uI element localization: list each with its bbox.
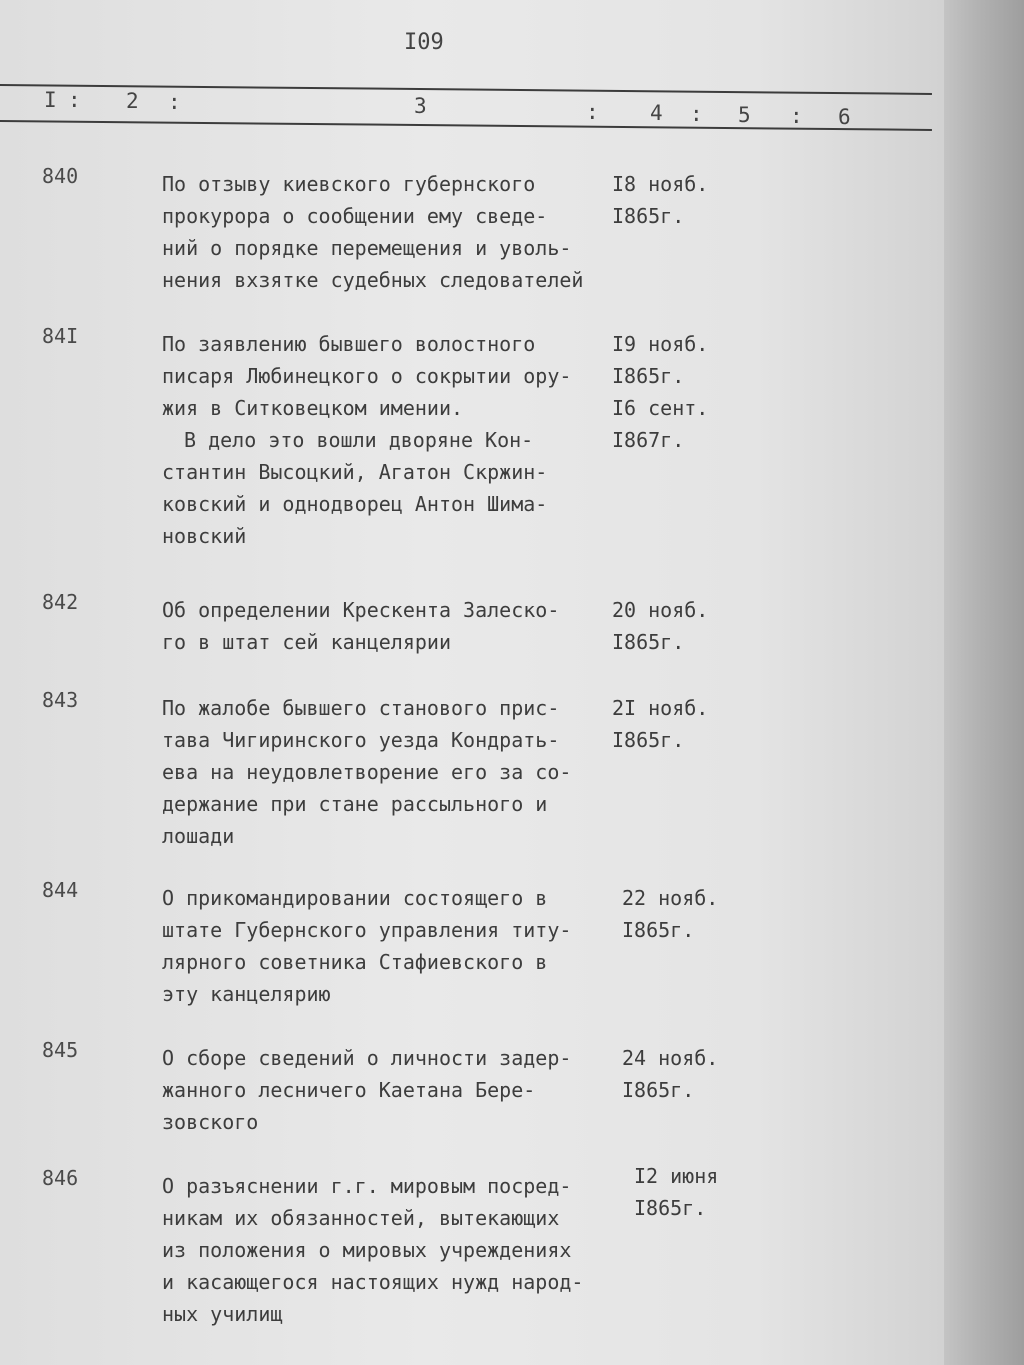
date-line: I865г. bbox=[612, 630, 685, 654]
description-line: ний о порядке перемещения и уволь- bbox=[162, 236, 572, 260]
description-line: из положения о мировых учреждениях bbox=[162, 1238, 572, 1262]
description-line: ных училищ bbox=[162, 1302, 283, 1326]
description-line: лярного советника Стафиевского в bbox=[162, 950, 548, 974]
entry-dates bbox=[622, 1042, 718, 1106]
description-line: прокурора о сообщении ему сведе- bbox=[162, 204, 548, 228]
description-line: О прикомандировании состоящего в bbox=[162, 886, 548, 910]
date-line: I867г. bbox=[612, 428, 685, 452]
description-line: ковский и однодворец Антон Шима- bbox=[162, 492, 548, 516]
column-header-4: 4 bbox=[650, 101, 663, 125]
entry-number: 84I bbox=[42, 324, 79, 348]
entry-description bbox=[162, 1042, 622, 1138]
description-line: и касающегося настоящих нужд народ- bbox=[162, 1270, 584, 1294]
entry-number: 842 bbox=[42, 590, 79, 614]
description-line: новский bbox=[162, 524, 247, 548]
entry-description bbox=[162, 692, 622, 852]
description-line: эту канцелярию bbox=[162, 982, 331, 1006]
date-line: I865г. bbox=[612, 728, 685, 752]
description-line: По заявлению бывшего волостного bbox=[162, 332, 536, 356]
description-line: тава Чигиринского уезда Кондрать- bbox=[162, 728, 560, 752]
date-line: I865г. bbox=[612, 364, 685, 388]
date-line: 2I нояб. bbox=[612, 696, 709, 720]
description-line: Об определении Крескента Залеско- bbox=[162, 598, 560, 622]
date-line: I9 нояб. bbox=[612, 332, 709, 356]
entry-number: 843 bbox=[42, 688, 79, 712]
entry-number: 845 bbox=[42, 1038, 79, 1062]
date-line: I865г. bbox=[634, 1196, 707, 1220]
description-line: никам их обязанностей, вытекающих bbox=[162, 1206, 560, 1230]
column-header-3: 3 bbox=[414, 94, 427, 118]
description-line: стантин Высоцкий, Агатон Скржин- bbox=[162, 460, 548, 484]
description-line: жанного лесничего Каетана Бере- bbox=[162, 1078, 536, 1102]
description-line: О разъяснении г.г. мировым посред- bbox=[162, 1174, 572, 1198]
column-separator: : bbox=[68, 88, 81, 112]
entry-description bbox=[162, 594, 622, 658]
entry-description bbox=[162, 1170, 622, 1330]
column-separator: : bbox=[168, 90, 181, 114]
column-separator: : bbox=[586, 100, 599, 124]
column-separator: : bbox=[790, 104, 803, 128]
entry-dates bbox=[612, 594, 708, 658]
description-line: штате Губернского управления титу- bbox=[162, 918, 572, 942]
description-line: ева на неудовлетворение его за со- bbox=[162, 760, 572, 784]
entry-description bbox=[162, 168, 622, 296]
column-header-2: 2 bbox=[126, 89, 139, 113]
entry-number: 846 bbox=[42, 1166, 79, 1190]
column-header-6: 6 bbox=[838, 105, 851, 129]
entry-description bbox=[162, 328, 622, 552]
entry-dates bbox=[612, 168, 708, 232]
date-line: 20 нояб. bbox=[612, 598, 709, 622]
entry-dates bbox=[612, 692, 708, 756]
date-line: I865г. bbox=[622, 918, 695, 942]
description-line: лошади bbox=[162, 824, 235, 848]
entry-number: 844 bbox=[42, 878, 79, 902]
entry-dates bbox=[634, 1160, 718, 1224]
description-line: писаря Любинецкого о сокрытии ору- bbox=[162, 364, 572, 388]
header-rule-top bbox=[0, 84, 932, 95]
entry-dates bbox=[622, 882, 718, 946]
description-line: О сборе сведений о личности задер- bbox=[162, 1046, 572, 1070]
description-line: По жалобе бывшего станового прис- bbox=[162, 696, 560, 720]
date-line: I865г. bbox=[612, 204, 685, 228]
date-line: I6 сент. bbox=[612, 396, 709, 420]
description-line: держание при стане рассыльного и bbox=[162, 792, 548, 816]
page-edge-shadow bbox=[944, 0, 1024, 1365]
page-number: I09 bbox=[404, 30, 444, 55]
entry-dates bbox=[612, 328, 708, 456]
date-line: I2 июня bbox=[634, 1164, 719, 1188]
description-line: В дело это вошли дворяне Кон- bbox=[184, 428, 534, 452]
description-line: По отзыву киевского губернского bbox=[162, 172, 536, 196]
description-line: нения вхзятке судебных следователей bbox=[162, 268, 584, 292]
description-line: жия в Ситковецком имении. bbox=[162, 396, 464, 420]
date-line: I865г. bbox=[622, 1078, 695, 1102]
date-line: 22 нояб. bbox=[622, 886, 719, 910]
column-header-1: I bbox=[44, 88, 57, 112]
date-line: 24 нояб. bbox=[622, 1046, 719, 1070]
column-separator: : bbox=[690, 102, 703, 126]
column-header-5: 5 bbox=[738, 103, 751, 127]
description-line: го в штат сей канцелярии bbox=[162, 630, 451, 654]
date-line: I8 нояб. bbox=[612, 172, 709, 196]
entry-number: 840 bbox=[42, 164, 79, 188]
description-line: зовского bbox=[162, 1110, 259, 1134]
entry-description bbox=[162, 882, 622, 1010]
